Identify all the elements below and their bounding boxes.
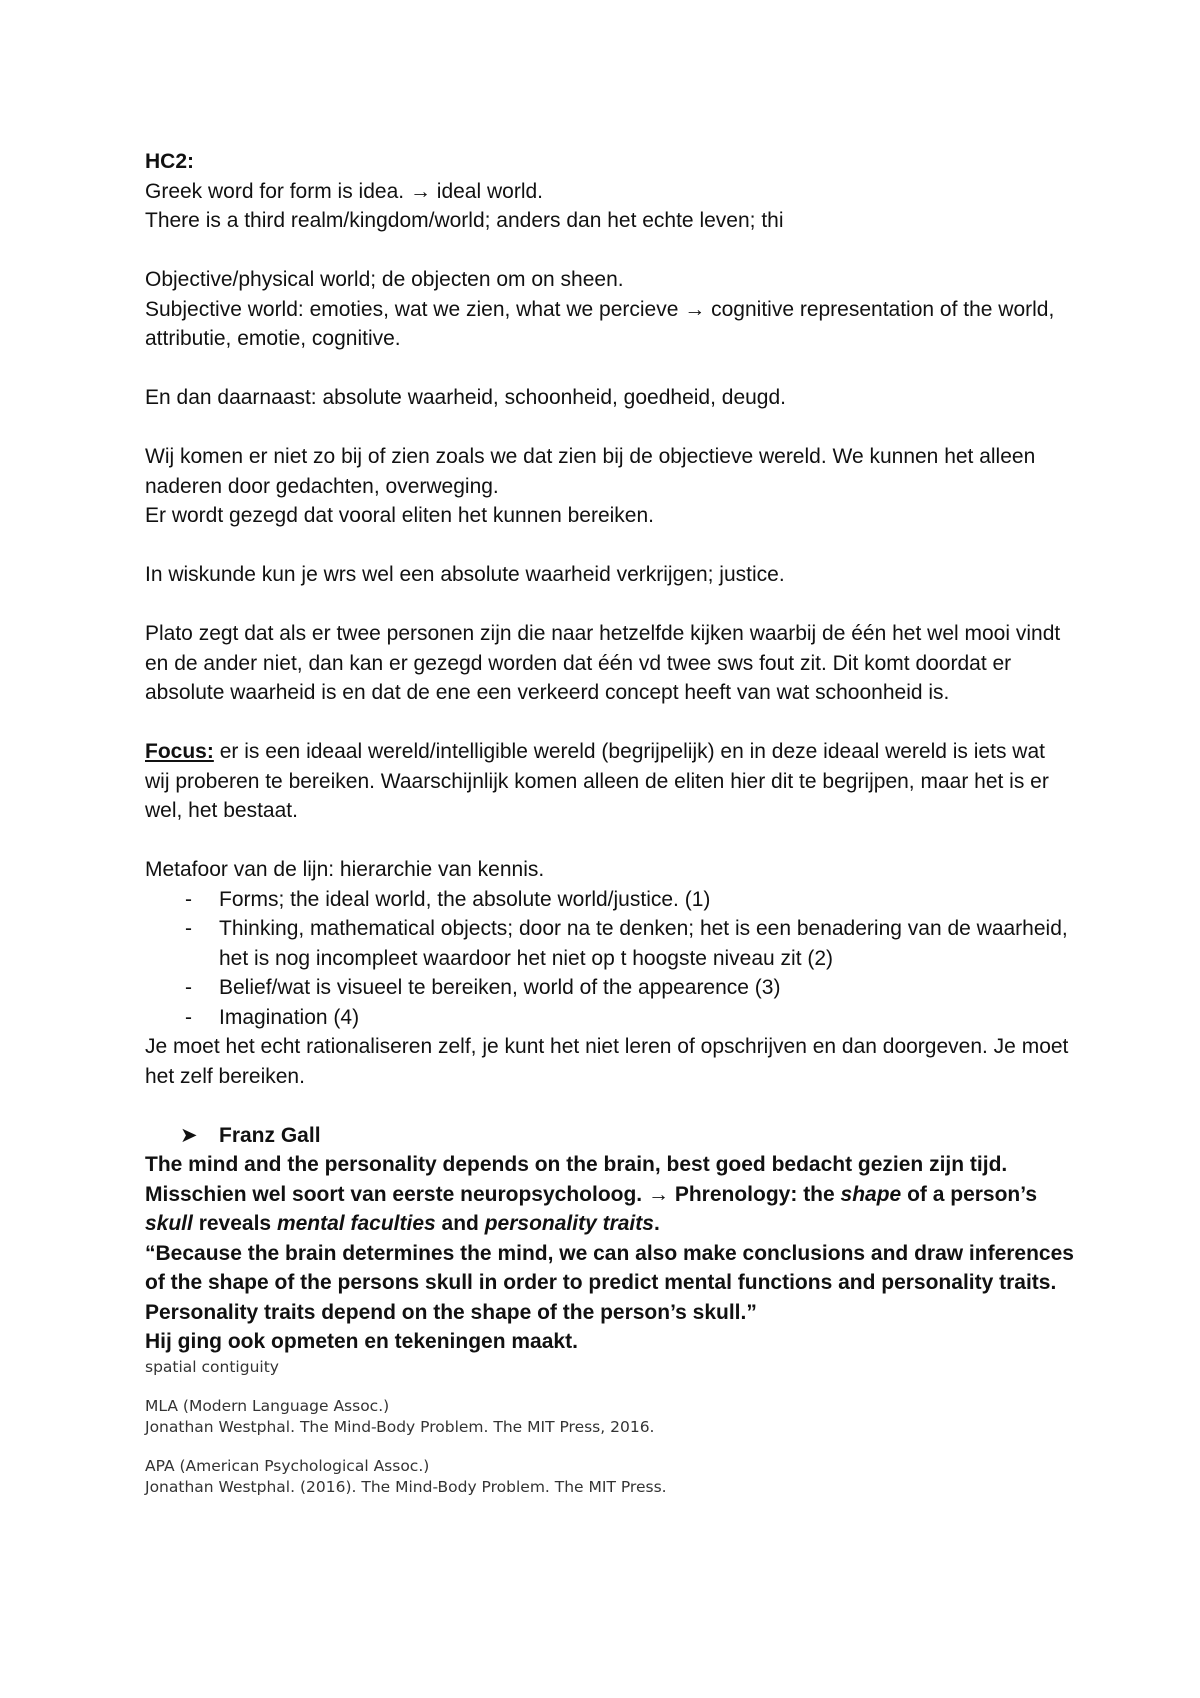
phrenology-the: the [803,1182,835,1206]
phrenology-period: . [653,1212,660,1235]
dash-icon: - [185,917,192,940]
paragraph-objective-world: Objective/physical world; de objecten om on sheen. [145,268,624,291]
paragraph-plato: Plato zegt dat als er twee personen zijn die naar hetzelfde kijken waarbij de één het wel mooi vindt en de ander niet, dan kan er gezegd worden dat één vd twee sws fout zit. Dit komt doordat er absolute waarheid is en dat de ene een verkeerd concept heeft van wat schoonheid is. [145,622,1061,704]
dash-icon: - [185,887,192,911]
hierarchy-list [145,885,1075,1033]
page-heading: HC2: [145,150,195,173]
list-item [145,973,1075,1003]
list-item [145,914,1075,973]
paragraph-objective-approach: Wij komen er niet zo bij of zien zoals we dat zien bij de objectieve wereld. We kunnen het alleen naderen door gedachten, overweging. [145,445,1036,498]
neuropsycholoog-text: Misschien wel soort van eerste neuropsycholoog. [145,1182,643,1206]
document-body [145,147,1075,1498]
greek-word-text: Greek word for form is idea. [145,179,405,203]
dash-icon: - [185,1005,192,1029]
list-item [145,885,1075,915]
arrowhead-bullet-icon: ➤ [180,1123,198,1147]
franz-gall-heading [145,1121,1075,1151]
paragraph-quote: “Because the brain determines the mind, we can also make conclusions and draw inferences of the shape of the persons skull in order to predict mental functions and personality traits. Personality traits depend on the shape of the person’s skull.” [145,1241,1074,1324]
paragraph-rationaliseren: Je moet het echt rationaliseren zelf, je kunt het niet leren of opschrijven en dan doorgeven. Je moet het zelf bereiken. [145,1035,1069,1088]
paragraph-greek-word [145,177,1075,207]
phrenology-label: Phrenology: [674,1182,798,1206]
focus-text: er is een ideaal wereld/intelligible wereld (begrijpelijk) en in deze ideaal wereld is iets wat wij proberen te bereiken. Waarschijnlijk komen alleen de eliten hier dit te begrijpen, maar het is er wel, het bestaat. [145,740,1049,822]
paragraph-focus [145,737,1075,826]
franz-gall-title: Franz Gall [219,1123,321,1147]
phrenology-of: of a person’s [907,1182,1037,1206]
paragraph-metafoor: Metafoor van de lijn: hierarchie van kennis. [145,858,545,881]
dash-icon: - [185,976,192,999]
arrow-icon: → [409,179,431,203]
phrenology-and: and [441,1212,479,1235]
mla-citation: Jonathan Westphal. The Mind-Body Problem. The MIT Press, 2016. [145,1417,655,1436]
cognitive-text: cognitive representation of the world, attributie, emotie, cognitive. [145,297,1055,350]
spatial-contiguity-note: spatial contiguity [145,1357,279,1376]
phrenology-reveals: reveals [198,1212,272,1235]
list-item-text: Imagination (4) [219,1005,360,1029]
arrow-icon: → [647,1182,669,1206]
paragraph-mind-brain: The mind and the personality depends on the brain, best goed bedacht gezien zijn tijd. [145,1153,1008,1176]
paragraph-subjective-world [145,295,1075,354]
list-item-text: Forms; the ideal world, the absolute world/justice. (1) [219,887,711,911]
arrow-icon: → [684,297,706,321]
phrenology-shape: shape [840,1182,902,1206]
paragraph-eliten: Er wordt gezegd dat vooral eliten het kunnen bereiken. [145,504,654,527]
apa-label: APA (American Psychological Assoc.) [145,1456,430,1475]
phrenology-skull: skull [145,1212,193,1235]
paragraph-third-realm: There is a third realm/kingdom/world; anders dan het echte leven; thi [145,209,784,232]
list-item-text: Belief/wat is visueel te bereiken, world of the appearence (3) [219,976,781,999]
list-item-text: Thinking, mathematical objects; door na te denken; het is een benadering van de waarheid, het is nog incompleet waardoor het niet op t hoogste niveau zit (2) [219,917,1068,970]
phrenology-mental: mental faculties [276,1212,436,1235]
franz-gall-section [145,1150,1075,1357]
paragraph-absolute-truth: En dan daarnaast: absolute waarheid, schoonheid, goedheid, deugd. [145,386,786,409]
paragraph-wiskunde: In wiskunde kun je wrs wel een absolute waarheid verkrijgen; justice. [145,563,785,586]
list-item [145,1003,1075,1033]
mla-label: MLA (Modern Language Assoc.) [145,1396,390,1415]
phrenology-traits: personality traits [484,1212,654,1235]
paragraph-opmeten: Hij ging ook opmeten en tekeningen maakt. [145,1330,578,1353]
ideal-world-text: ideal world. [436,179,544,203]
paragraph-phrenology [145,1180,1075,1239]
subjective-text: Subjective world: emoties, wat we zien, what we percieve [145,297,679,321]
focus-label: Focus: [145,740,214,763]
apa-citation: Jonathan Westphal. (2016). The Mind-Body Problem. The MIT Press. [145,1477,667,1496]
